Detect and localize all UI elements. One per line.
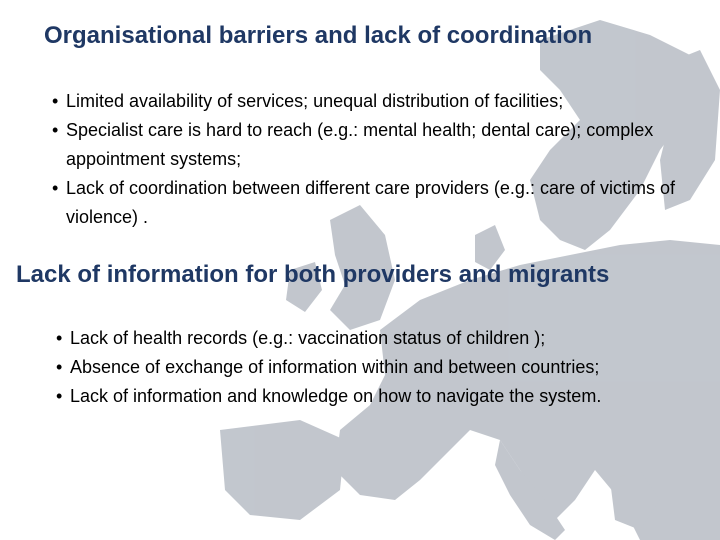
bullet-icon: • [56,328,63,348]
list-item [52,116,712,174]
bullet-icon: • [56,357,63,377]
bullet-icon: • [52,91,59,111]
lack-of-information-list [56,324,696,411]
list-item-text: Lack of information and knowledge on how to navigate the system. [70,386,602,406]
list-item-text: Lack of coordination between different care providers (e.g.: care of victims of violence) . [66,178,675,227]
list-item [52,174,712,232]
list-item-text: Specialist care is hard to reach (e.g.: mental health; dental care); complex appointment systems; [66,120,654,169]
section-heading-organisational-barriers: Organisational barriers and lack of coordination [44,22,593,49]
list-item-text: Absence of exchange of information within and between countries; [70,357,600,377]
list-item [56,382,696,411]
list-item [56,324,696,353]
list-item [52,87,712,116]
bullet-icon: • [56,386,63,406]
list-item [56,353,696,382]
section-heading-lack-of-information: Lack of information for both providers and migrants [16,261,610,288]
bullet-icon: • [52,178,59,198]
organisational-barriers-list [52,87,712,232]
list-item-text: Limited availability of services; unequal distribution of facilities; [66,91,564,111]
list-item-text: Lack of health records (e.g.: vaccination status of children ); [70,328,546,348]
bullet-icon: • [52,120,59,140]
